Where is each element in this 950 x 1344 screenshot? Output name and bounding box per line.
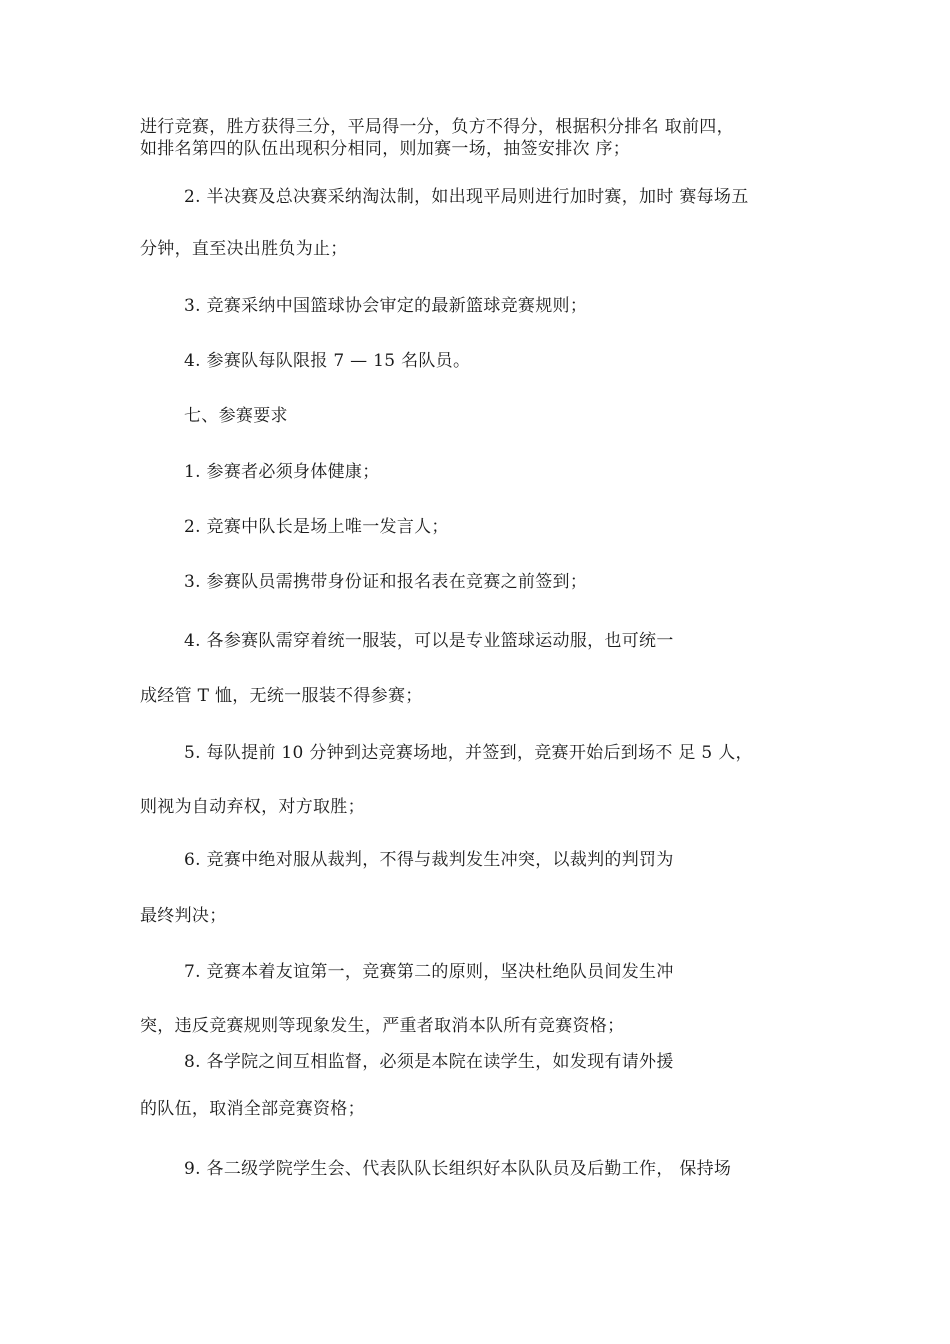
text-line-20: 的队伍，取消全部竞赛资格； bbox=[140, 1099, 365, 1119]
text-line-17: 7. 竞赛本着友谊第一，竞赛第二的原则，坚决杜绝队员间发生冲 bbox=[184, 962, 674, 982]
text-line-2: 如排名第四的队伍出现积分相同，则加赛一场，抽签安排次 序； bbox=[140, 139, 631, 159]
section-heading: 七、参赛要求 bbox=[184, 406, 288, 426]
text-line-14: 则视为自动弃权，对方取胜； bbox=[140, 797, 365, 817]
text-line-12: 成经管 T 恤，无统一服装不得参赛； bbox=[140, 686, 423, 706]
text-line-19: 8. 各学院之间互相监督，必须是本院在读学生，如发现有请外援 bbox=[184, 1052, 674, 1072]
text-line-4: 分钟，直至决出胜负为止； bbox=[140, 239, 348, 259]
text-line-15: 6. 竞赛中绝对服从裁判，不得与裁判发生冲突，以裁判的判罚为 bbox=[184, 850, 674, 870]
text-line-3: 2. 半决赛及总决赛采纳淘汰制，如出现平局则进行加时赛，加时 赛每场五 bbox=[184, 187, 749, 207]
text-line-18: 突，违反竞赛规则等现象发生，严重者取消本队所有竞赛资格； bbox=[140, 1016, 625, 1036]
text-line-10: 3. 参赛队员需携带身份证和报名表在竞赛之前签到； bbox=[184, 572, 588, 592]
text-line-16: 最终判决； bbox=[140, 906, 227, 926]
text-line-21: 9. 各二级学院学生会、代表队队长组织好本队队员及后勤工作， 保持场 bbox=[184, 1159, 732, 1179]
text-line-9: 2. 竞赛中队长是场上唯一发言人； bbox=[184, 517, 449, 537]
text-line-8: 1. 参赛者必须身体健康； bbox=[184, 462, 380, 482]
text-line-1: 进行竞赛，胜方获得三分，平局得一分，负方不得分，根据积分排名 取前四， bbox=[140, 117, 734, 137]
text-line-5: 3. 竞赛采纳中国篮球协会审定的最新篮球竞赛规则； bbox=[184, 296, 588, 316]
text-line-11: 4. 各参赛队需穿着统一服装，可以是专业篮球运动服，也可统一 bbox=[184, 631, 674, 651]
text-line-13: 5. 每队提前 10 分钟到达竞赛场地，并签到，竞赛开始后到场不 足 5 人， bbox=[184, 743, 753, 763]
text-line-6: 4. 参赛队每队限报 7 — 15 名队员。 bbox=[184, 351, 471, 371]
